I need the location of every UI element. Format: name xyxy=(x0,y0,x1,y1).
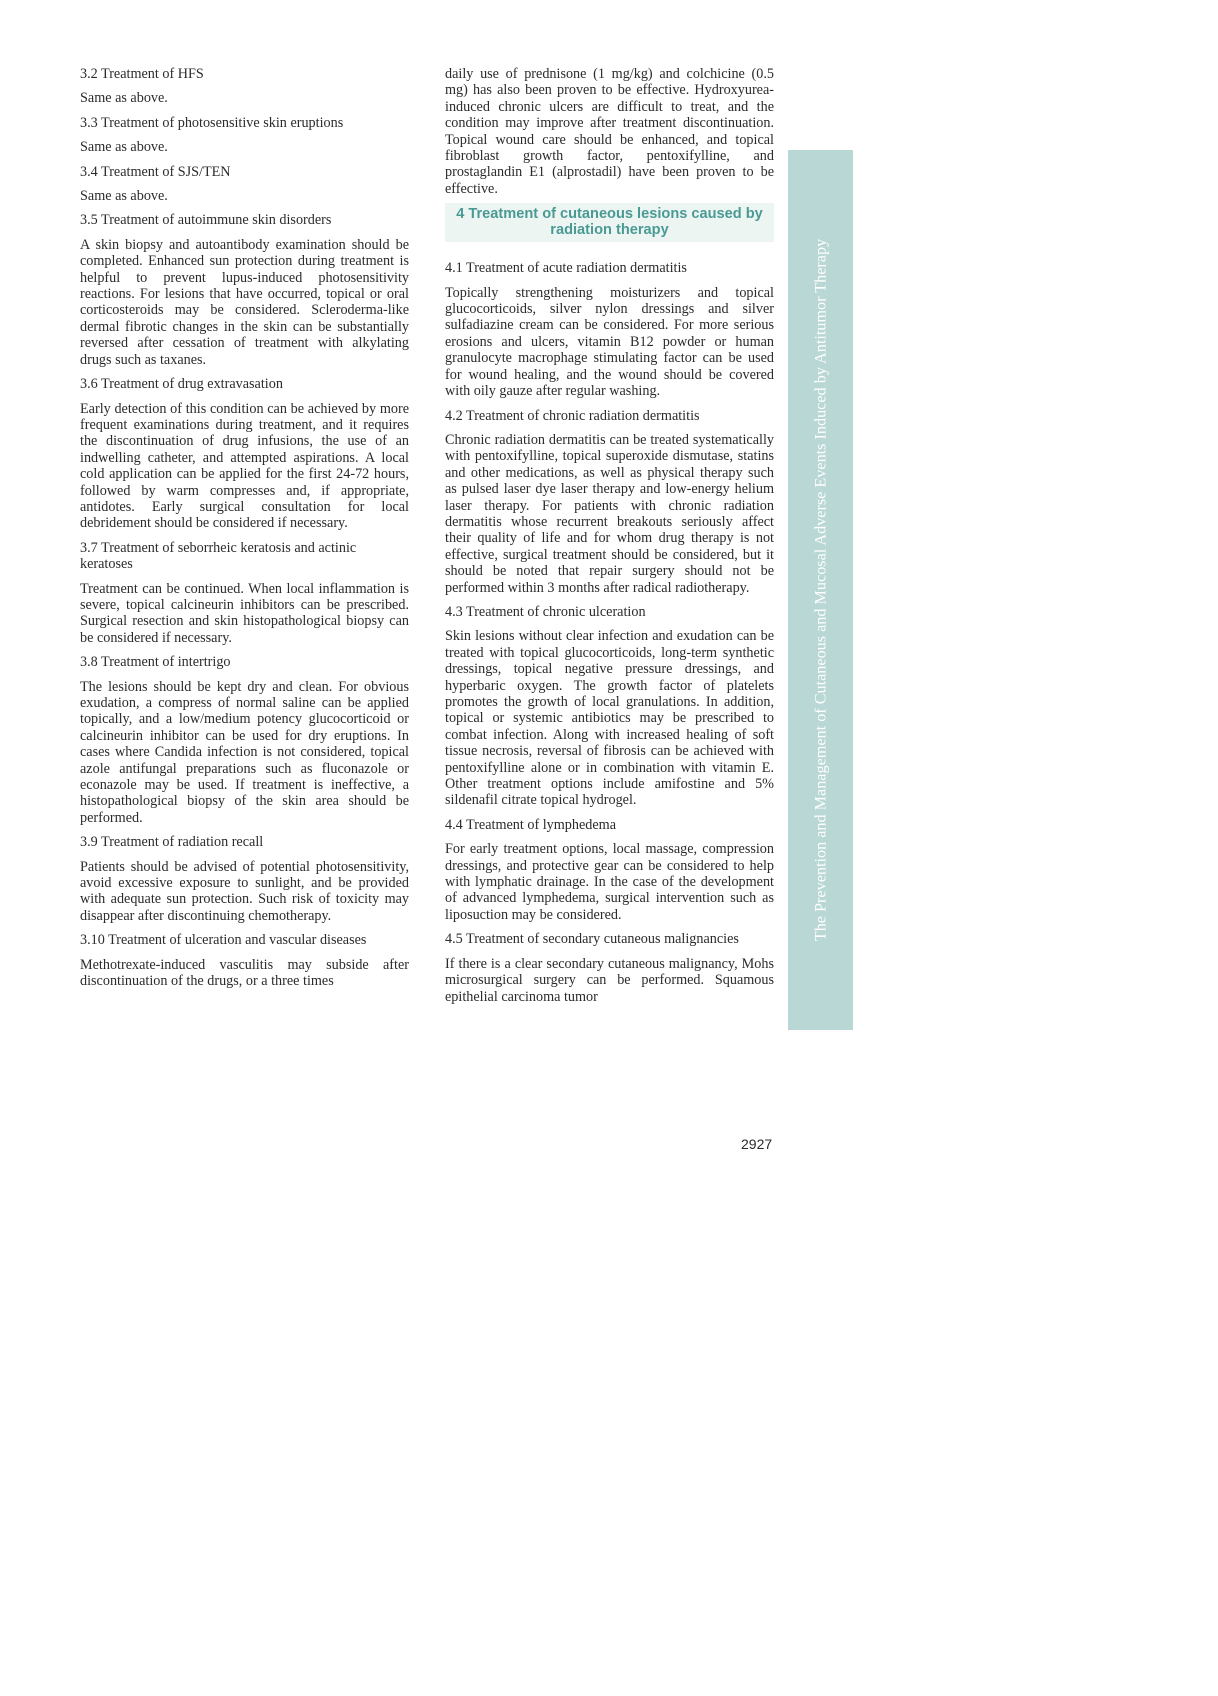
paragraph-3-7: Treatment can be continued. When local inflammation is severe, topical calcineurin inhibitors can be prescribed. Surgical resection and skin histopathological biopsy can be considered if necessary. xyxy=(80,580,409,646)
heading-3-9: 3.9 Treatment of radiation recall xyxy=(80,834,264,851)
paragraph-3-9: Patients should be advised of potential photosensitivity, avoid excessive exposure to sunlight, and be provided with adequate sun protection. Such risk of toxicity may disappear after discontinuing chemotherapy. xyxy=(80,858,409,924)
heading-4-2: 4.2 Treatment of chronic radiation dermatitis xyxy=(445,407,700,424)
paragraph-4-2: Chronic radiation dermatitis can be treated systematically with pentoxifylline, topical superoxide dismutase, statins and other medications, as well as physical therapy such as pulsed laser dye laser therapy and low-energy helium laser therapy. For patients with chronic radiation dermatitis whose recurrent breakouts seriously affect their quality of life and for whom drug therapy is not effective, surgical treatment should be considered, but it should be noted that repair surgery should not be performed within 3 months after radical radiotherapy. xyxy=(445,431,774,596)
heading-4-1: 4.1 Treatment of acute radiation dermatitis xyxy=(445,260,687,277)
paragraph-3-5: A skin biopsy and autoantibody examination should be completed. Enhanced sun protection during treatment is helpful to prevent lupus-induced photosensitivity reactions. For lesions that have occurred, topical or oral corticosteroids may be considered. Scleroderma-like dermal fibrotic changes in the skin can be substantially reversed after cessation of treatment with alkylating drugs such as taxanes. xyxy=(80,236,409,368)
heading-3-10: 3.10 Treatment of ulceration and vascular diseases xyxy=(80,932,367,949)
paragraph-3-3: Same as above. xyxy=(80,139,168,156)
heading-3-6: 3.6 Treatment of drug extravasation xyxy=(80,376,283,393)
paragraph-4-1: Topically strengthening moisturizers and topical glucocorticoids, silver nylon dressings and silver sulfadiazine cream can be considered. For more serious erosions and ulcers, vitamin B12 powder or human granulocyte macrophage stimulating factor can be used for wound healing, and the wound should be covered with oily gauze after regular washing. xyxy=(445,284,774,400)
paragraph-4-3: Skin lesions without clear infection and exudation can be treated with topical glucocorticoids, long-term synthetic dressings, topical negative pressure dressings, and hyperbaric oxygen. The growth factor of platelets promotes the growth of local granulations. In addition, topical or systemic antibiotics may be prescribed to combat infection. Along with increased healing of soft tissue necrosis, reversal of fibrosis can be achieved with pentoxifylline alone or in combination with vitamin E. Other treatment options include amifostine and 5% sildenafil citrate topical hydrogel. xyxy=(445,628,774,809)
heading-4-4: 4.4 Treatment of lymphedema xyxy=(445,816,617,833)
paragraph-3-8: The lesions should be kept dry and clean. For obvious exudation, a compress of normal saline can be applied topically, and a low/medium potency glucocorticoid or calcineurin inhibitor can be used for dry eruptions. In cases where Candida infection is not considered, topical azole antifungal preparations such as fluconazole or econazole may be used. If treatment is ineffective, a histopathological biopsy of the skin area should be performed. xyxy=(80,678,409,826)
paragraph-4-5: If there is a clear secondary cutaneous malignancy, Mohs microsurgical surgery can be performed. Squamous epithelial carcinoma tumor xyxy=(445,955,774,1005)
paragraph-continuation: daily use of prednisone (1 mg/kg) and colchicine (0.5 mg) has also been proven to be effective. Hydroxyurea-induced chronic ulcers are difficult to treat, and the condition may improve after treatment discontinuation. Topical wound care should be enhanced, and topical fibroblast growth factor, pentoxifylline, and prostaglandin E1 (alprostadil) have been proven to be effective. xyxy=(445,66,774,197)
heading-3-4: 3.4 Treatment of SJS/TEN xyxy=(80,163,231,180)
heading-4-3: 4.3 Treatment of chronic ulceration xyxy=(445,603,646,620)
heading-3-3: 3.3 Treatment of photosensitive skin eruptions xyxy=(80,114,344,131)
left-column xyxy=(80,66,409,998)
right-column xyxy=(445,66,774,1013)
page-number: 2927 xyxy=(741,1136,773,1152)
paragraph-3-6: Early detection of this condition can be achieved by more frequent examinations during treatment, and it requires the discontinuation of drug infusions, the use of an indwelling catheter, and attempted aspirations. A local cold application can be applied for the first 24-72 hours, followed by warm compresses and, if appropriate, antidotes. Early surgical consultation for local debridement should be considered if necessary. xyxy=(80,400,409,532)
side-banner-title: The Prevention and Management of Cutaneous and Mucosal Adverse Events Induced by Antitumor Therapy xyxy=(811,238,829,942)
heading-3-5: 3.5 Treatment of autoimmune skin disorders xyxy=(80,212,332,229)
paragraph-4-4: For early treatment options, local massage, compression dressings, and protective gear can be considered to help with lymphatic drainage. In the case of the development of advanced lymphedema, surgical intervention such as liposuction may be considered. xyxy=(445,841,774,923)
side-banner xyxy=(788,150,853,1030)
heading-4-5: 4.5 Treatment of secondary cutaneous malignancies xyxy=(445,931,739,948)
paragraph-3-4: Same as above. xyxy=(80,188,168,205)
heading-3-2: 3.2 Treatment of HFS xyxy=(80,66,204,82)
paragraph-3-2: Same as above. xyxy=(80,90,168,107)
heading-3-8: 3.8 Treatment of intertrigo xyxy=(80,654,231,671)
section-4-title: 4 Treatment of cutaneous lesions caused by radiation therapy xyxy=(445,203,774,242)
paragraph-3-10: Methotrexate-induced vasculitis may subside after discontinuation of the drugs, or a three times xyxy=(80,956,409,990)
heading-3-7: 3.7 Treatment of seborrheic keratosis and actinic keratoses xyxy=(80,539,357,573)
